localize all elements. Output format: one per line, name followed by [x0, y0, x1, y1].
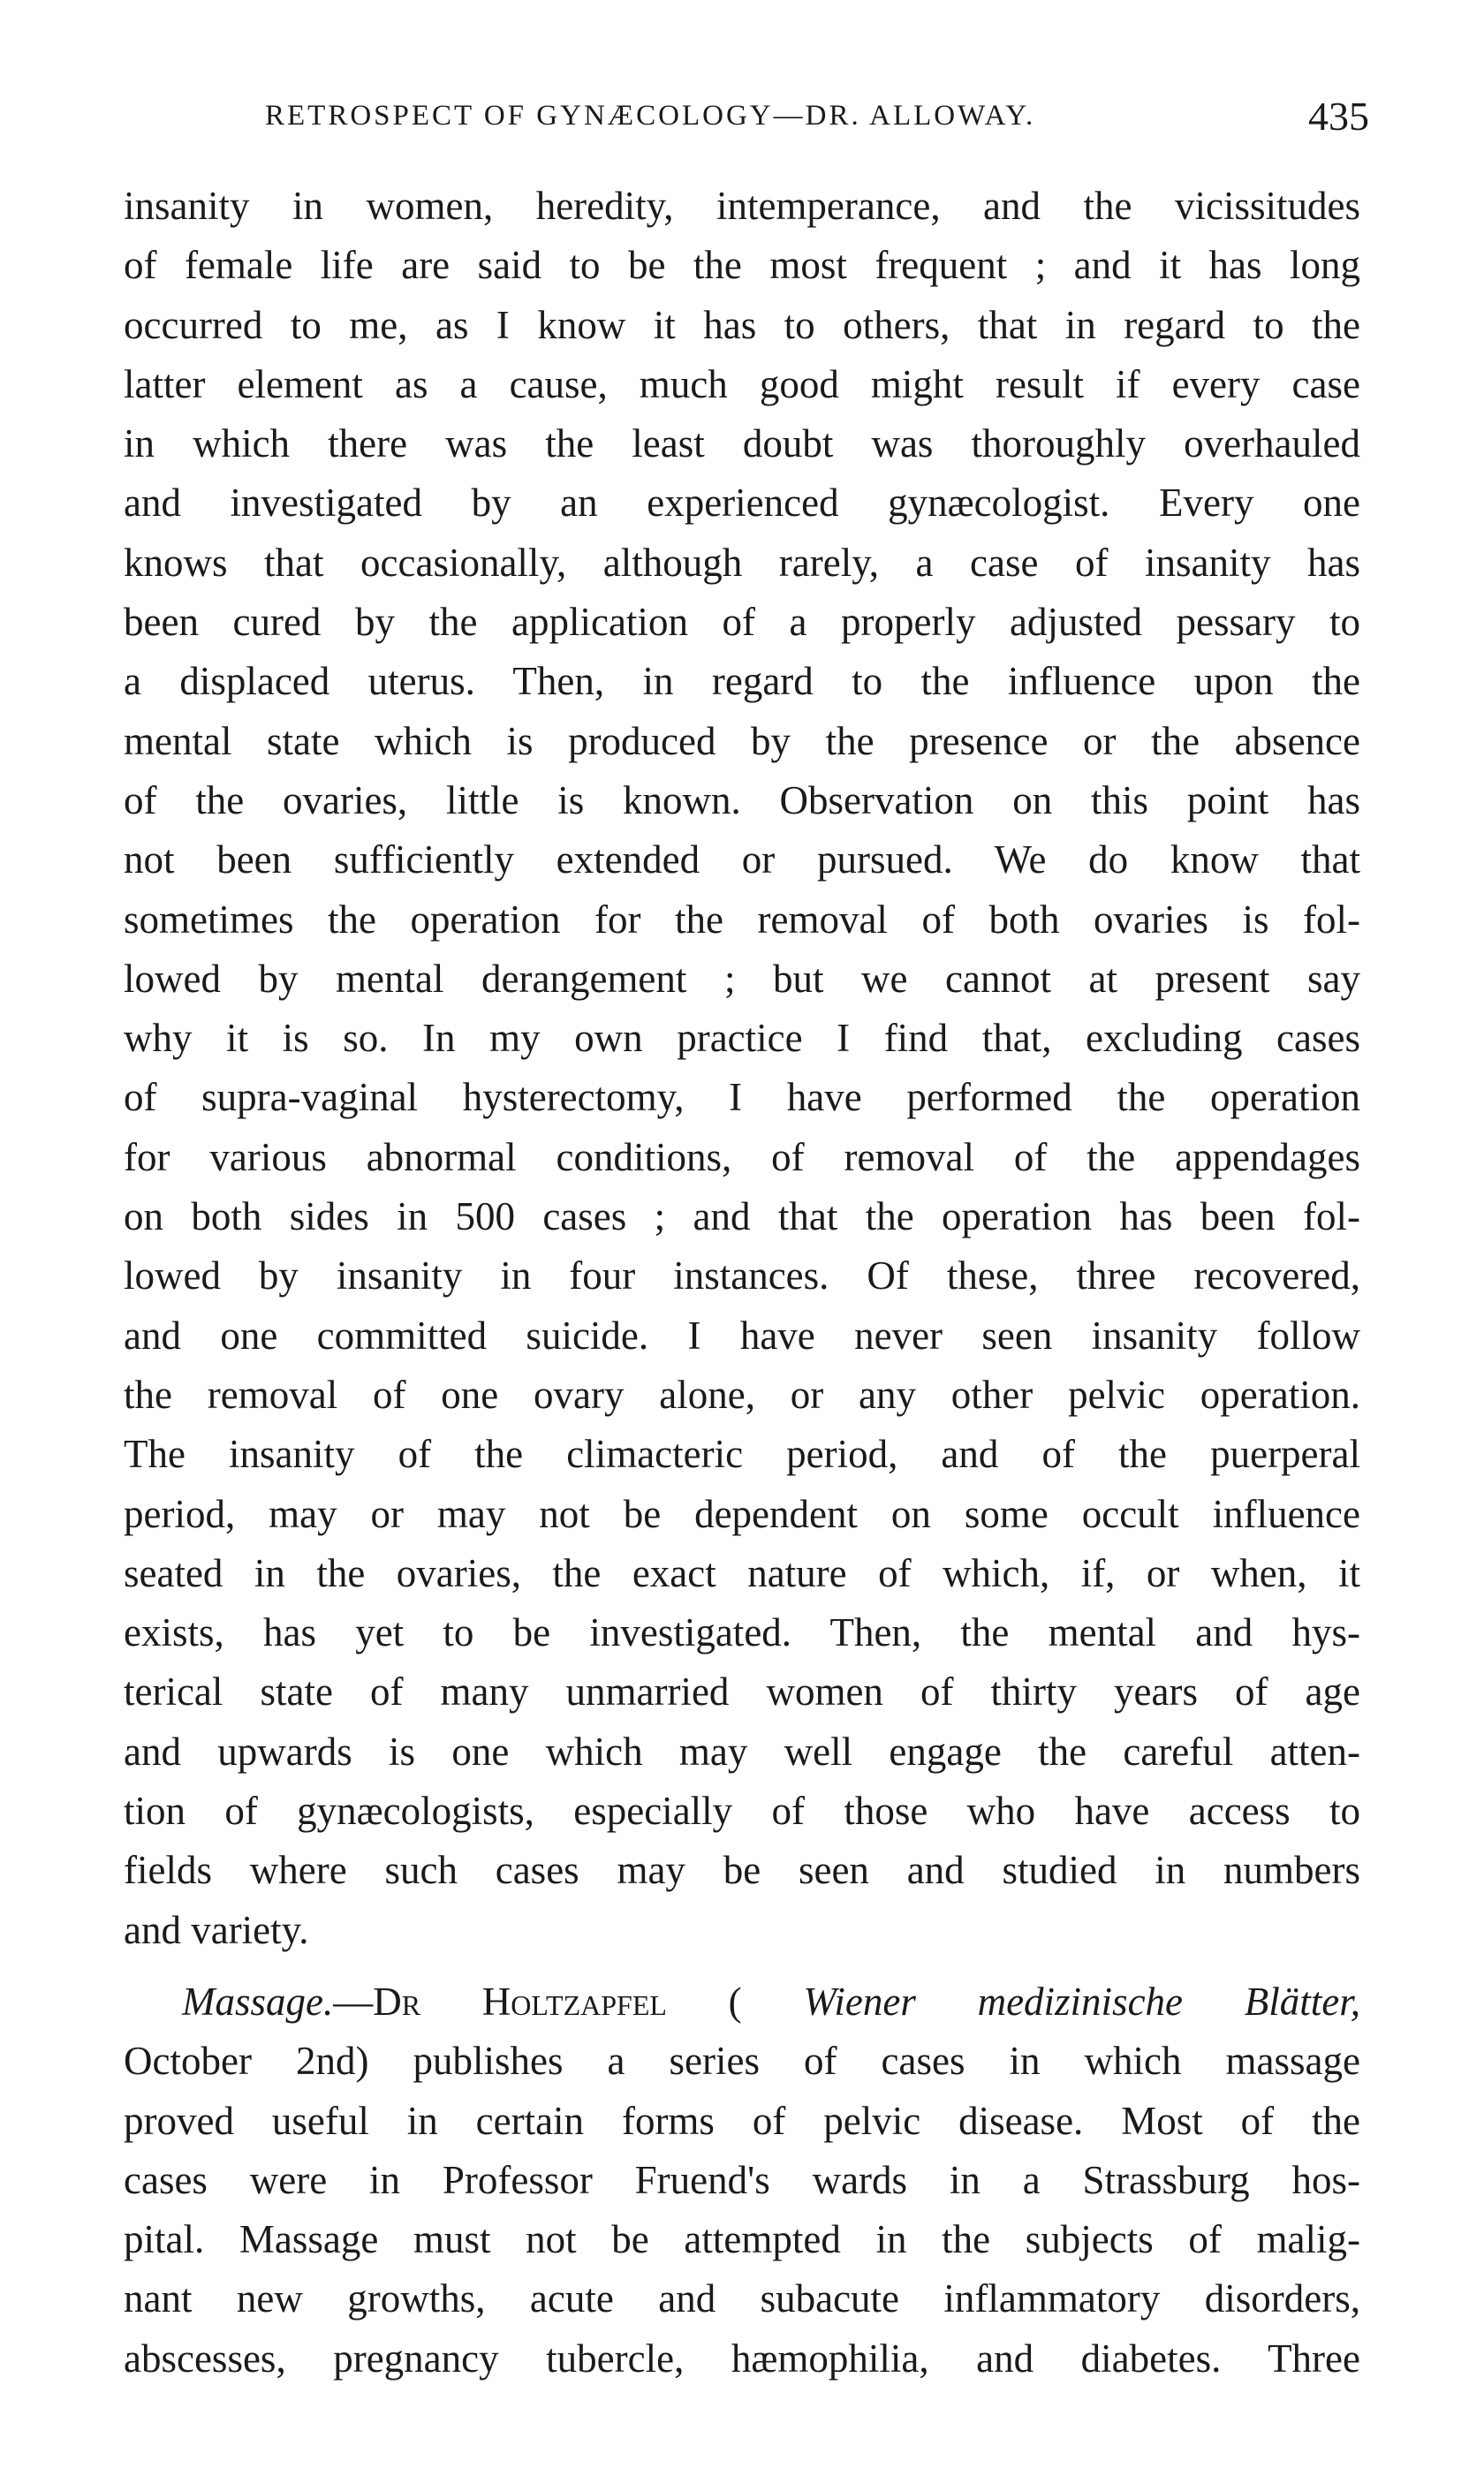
text-line: pital. Massage must not be attempted in the subjects of malig-: [124, 2217, 1360, 2262]
text-line: sometimes the operation for the removal of both ovaries is fol-: [124, 897, 1360, 942]
text-line: why it is so. In my own practice I find that, excluding cases: [124, 1016, 1360, 1061]
page-number: 435: [1308, 94, 1369, 139]
journal-title: Wiener medizinische Blätter,: [803, 1979, 1360, 2024]
text-line: The insanity of the climacteric period, and of the puerperal: [124, 1432, 1360, 1477]
text-line: latter element as a cause, much good might result if every case: [124, 361, 1360, 406]
paragraph-insanity: [124, 177, 1360, 1960]
running-title: RETROSPECT OF GYNÆCOLOGY—DR. ALLOWAY.: [265, 100, 1036, 132]
text-line: insanity in women, heredity, intemperance, and the vicissitudes: [124, 184, 1360, 228]
text-line: of female life are said to be the most frequent ; and it has long: [124, 243, 1360, 288]
text-line: lowed by insanity in four instances. Of these, three recovered,: [124, 1253, 1360, 1298]
text-line: seated in the ovaries, the exact nature of which, if, or when, it: [124, 1550, 1360, 1595]
text-line: on both sides in 500 cases ; and that the operation has been fol-: [124, 1194, 1360, 1239]
text-line: occurred to me, as I know it has to others, that in regard to the: [124, 302, 1360, 347]
text-line: exists, has yet to be investigated. Then, the mental and hys-: [124, 1610, 1360, 1655]
open-paren: (: [666, 1979, 804, 2024]
running-head: [265, 93, 1369, 146]
text-line: tion of gynæcologists, especially of those who have access to: [124, 1789, 1360, 1834]
paragraph-massage: [124, 1972, 1360, 2389]
text-line: and one committed suicide. I have never seen insanity follow: [124, 1313, 1360, 1358]
text-line: knows that occasionally, although rarely, a case of insanity has: [124, 540, 1360, 585]
text-line: and upwards is one which may well engage the careful atten-: [124, 1729, 1360, 1774]
text-line: abscesses, pregnancy tubercle, hæmophilia, and diabetes. Three: [124, 2336, 1360, 2381]
text-line: a displaced uterus. Then, in regard to the influence upon the: [124, 659, 1360, 704]
text-line: for various abnormal conditions, of removal of the appendages: [124, 1134, 1360, 1179]
text-line: terical state of many unmarried women of thirty years of age: [124, 1670, 1360, 1715]
text-line: cases were in Professor Fruend's wards in a Strassburg hos-: [124, 2157, 1360, 2202]
text-line: nant new growths, acute and subacute inflammatory disorders,: [124, 2276, 1360, 2321]
body-text: [124, 177, 1360, 2389]
text-line: been cured by the application of a properly adjusted pessary to: [124, 600, 1360, 645]
paragraph-lead-line: [124, 1972, 1360, 2032]
text-line: period, may or may not be dependent on some occult influence: [124, 1491, 1360, 1536]
text-line: mental state which is produced by the presence or the absence: [124, 718, 1360, 763]
text-line: October 2nd) publishes a series of cases in which massage: [124, 2039, 1360, 2084]
em-dash: —: [333, 1979, 374, 2024]
text-line: in which there was the least doubt was thoroughly overhauled: [124, 421, 1360, 466]
text-line: not been sufficiently extended or pursued. We do know that: [124, 837, 1360, 882]
text-line: of supra-vaginal hysterectomy, I have performed the operation: [124, 1075, 1360, 1120]
section-heading: Massage.: [182, 1979, 334, 2024]
text-line: the removal of one ovary alone, or any other pelvic operation.: [124, 1372, 1360, 1417]
text-line: of the ovaries, little is known. Observation on this point has: [124, 777, 1360, 822]
text-line: fields where such cases may be seen and studied in numbers: [124, 1848, 1360, 1893]
paragraph-gap: [124, 1960, 1360, 1972]
text-line: proved useful in certain forms of pelvic disease. Most of the: [124, 2098, 1360, 2143]
author-name: Dr Holtzapfel: [373, 1979, 667, 2024]
text-line: lowed by mental derangement ; but we cannot at present say: [124, 956, 1360, 1001]
text-line: and variety.: [124, 1907, 309, 1952]
text-line: and investigated by an experienced gynæcologist. Every one: [124, 481, 1360, 526]
